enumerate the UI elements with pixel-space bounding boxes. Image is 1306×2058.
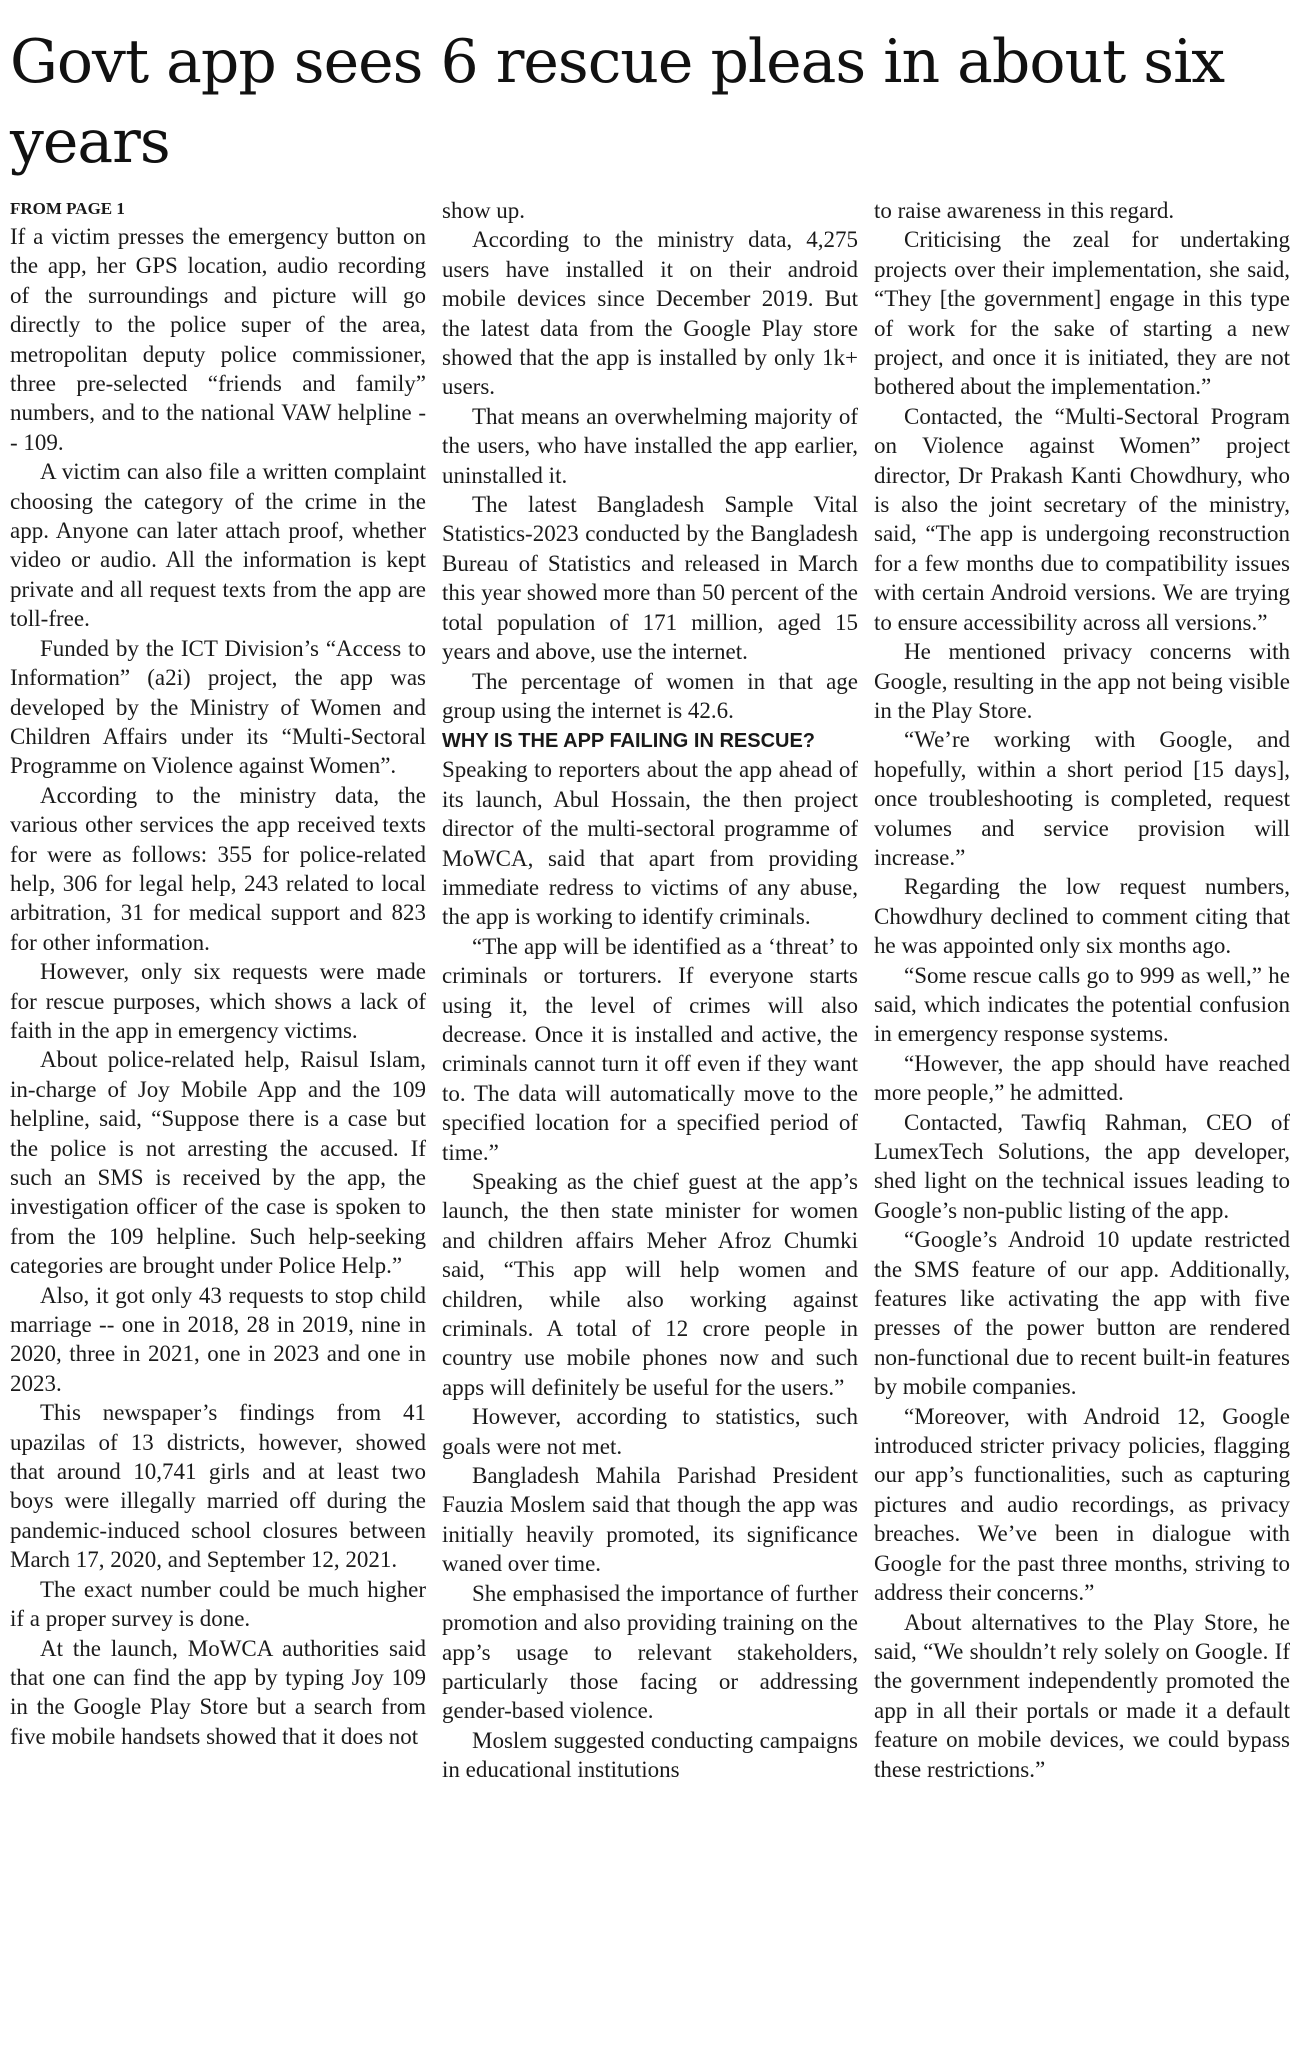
column-1 [10,196,426,2046]
paragraph: Contacted, Tawfiq Rahman, CEO of LumexTech Solutions, the app developer, shed light on the technical issues leading to Google’s non-public listing of the app. [874,1109,1290,1223]
paragraph: Speaking as the chief guest at the app’s launch, the then state minister for women and children affairs Meher Afroz Chumki said, “This app will help women and children, while also working against criminals. A total of 12 crore people in country use mobile phones now and such apps will definitely be useful for the users.” [442,1169,858,1400]
paragraph: to raise awareness in this regard. [874,198,1175,223]
paragraph: Criticising the zeal for undertaking projects over their implementation, she said, “They [the government] engage in this type of work for the sake of starting a new project, and once it is initiated, they are not bothered about the implementation.” [874,227,1290,400]
paragraph: At the launch, MoWCA authorities said that one can find the app by typing Joy 109 in the Google Play Store but a search from five mobile handsets showed that it does not [10,1635,426,1749]
column-3 [874,196,1290,2046]
column-2 [442,196,858,2046]
paragraph: The percentage of women in that age group using the internet is 42.6. [442,668,858,723]
paragraph: According to the ministry data, the various other services the app received texts for were as follows: 355 for police-related help, 306 for legal help, 243 related to local arbitration, 31 for medical support and 823 for other information. [10,782,426,955]
paragraph: If a victim presses the emergency button on the app, her GPS location, audio recording of the surroundings and picture will go directly to the police super of the area, metropolitan deputy police commissioner, three pre-selected “friends and family” numbers, and to the national VAW helpline -- 109. [10,224,426,455]
paragraph: Funded by the ICT Division’s “Access to Information” (a2i) project, the app was developed by the Ministry of Women and Children Affairs under its “Multi-Sectoral Programme on Violence against Women”. [10,635,426,779]
paragraph: That means an overwhelming majority of the users, who have installed the app earlier, uninstalled it. [442,403,858,488]
paragraph: show up. [442,198,526,223]
paragraph: Speaking to reporters about the app ahead of its launch, Abul Hossain, the then project director of the multi-sectoral programme of MoWCA, said that apart from providing immediate redress to victims of any abuse, the app is working to identify criminals. [442,757,858,930]
paragraph: A victim can also file a written complaint choosing the category of the crime in the app. Anyone can later attach proof, whether video or audio. All the information is kept private and all request texts from the app are toll-free. [10,459,426,632]
paragraph: About alternatives to the Play Store, he said, “We shouldn’t rely solely on Google. If the government independently promoted the app in all their portals or made it a default feature on mobile devices, we could bypass these restrictions.” [874,1609,1290,1782]
paragraph: “We’re working with Google, and hopefully, within a short period [15 days], once troubleshooting is completed, request volumes and service provision will increase.” [874,727,1290,870]
paragraph: Contacted, the “Multi-Sectoral Program on Violence against Women” project director, Dr Prakash Kanti Chowdhury, who is also the joint secretary of the ministry, said, “The app is undergoing reconstruction for a few months due to compatibility issues with certain Android versions. We are trying to ensure accessibility across all versions.” [874,403,1290,635]
paragraph: The exact number could be much higher if a proper survey is done. [10,1576,426,1632]
headline: Govt app sees 6 rescue pleas in about six years [10,27,1225,177]
paragraph: The latest Bangladesh Sample Vital Statistics-2023 conducted by the Bangladesh Bureau of Statistics and released in March this year showed more than 50 percent of the total population of 171 million, aged 15 years and above, use the internet. [442,492,858,665]
paragraph: “Some rescue calls go to 999 as well,” he said, which indicates the potential confusion in emergency response systems. [874,962,1290,1047]
paragraph: Regarding the low request numbers, Chowdhury declined to comment citing that he was appointed only six months ago. [874,874,1290,959]
paragraph: About police-related help, Raisul Islam, in-charge of Joy Mobile App and the 109 helpline, said, “Suppose there is a case but the police is not arresting the accused. If such an SMS is received by the app, the investigation officer of the case is spoken to from the 109 helpline. Such help-seeking categories are brought under Police Help.” [10,1047,426,1279]
paragraph: “Google’s Android 10 update restricted the SMS feature of our app. Additionally, features like activating the app with five presses of the power button are rendered non-functional due to recent built-in features by mobile companies. [874,1227,1290,1400]
paragraph: Also, it got only 43 requests to stop child marriage -- one in 2018, 28 in 2019, nine in 2020, three in 2021, one in 2023 and one in 2023. [10,1282,426,1396]
kicker: FROM PAGE 1 [10,199,125,218]
paragraph: However, only six requests were made for rescue purposes, which shows a lack of faith in the app in emergency victims. [10,959,426,1043]
paragraph: He mentioned privacy concerns with Google, resulting in the app not being visible in the Play Store. [874,639,1290,723]
subheading: WHY IS THE APP FAILING IN RESCUE? [442,730,816,753]
paragraph: She emphasised the importance of further promotion and also providing training on the app’s usage to relevant stakeholders, particularly those facing or addressing gender-based violence. [442,1580,858,1724]
paragraph: Moslem suggested conducting campaigns in educational institutions [442,1727,858,1783]
paragraph: “However, the app should have reached more people,” he admitted. [874,1050,1290,1106]
paragraph: “The app will be identified as a ‘threat’ to criminals or torturers. If everyone starts using it, the level of crimes will also decrease. Once it is installed and active, the criminals cannot turn it off even if they want to. The data will automatically move to the specified location for a specified period of time.” [442,933,858,1165]
paragraph: Bangladesh Mahila Parishad President Fauzia Moslem said that though the app was initially heavily promoted, its significance waned over time. [442,1463,858,1577]
article-body [10,196,1290,2046]
paragraph: However, according to statistics, such goals were not met. [442,1404,858,1459]
paragraph: “Moreover, with Android 12, Google introduced stricter privacy policies, flagging our app’s functionalities, such as capturing pictures and audio recordings, as privacy breaches. We’ve been in dialogue with Google for the past three months, striving to address their concerns.” [874,1403,1290,1606]
paragraph: According to the ministry data, 4,275 users have installed it on their android mobile devices since December 2019. But the latest data from the Google Play store showed that the app is installed by only 1k+ users. [442,227,858,400]
paragraph: This newspaper’s findings from 41 upazilas of 13 districts, however, showed that around 10,741 girls and at least two boys were illegally married off during the pandemic-induced school closures between March 17, 2020, and September 12, 2021. [10,1400,426,1573]
